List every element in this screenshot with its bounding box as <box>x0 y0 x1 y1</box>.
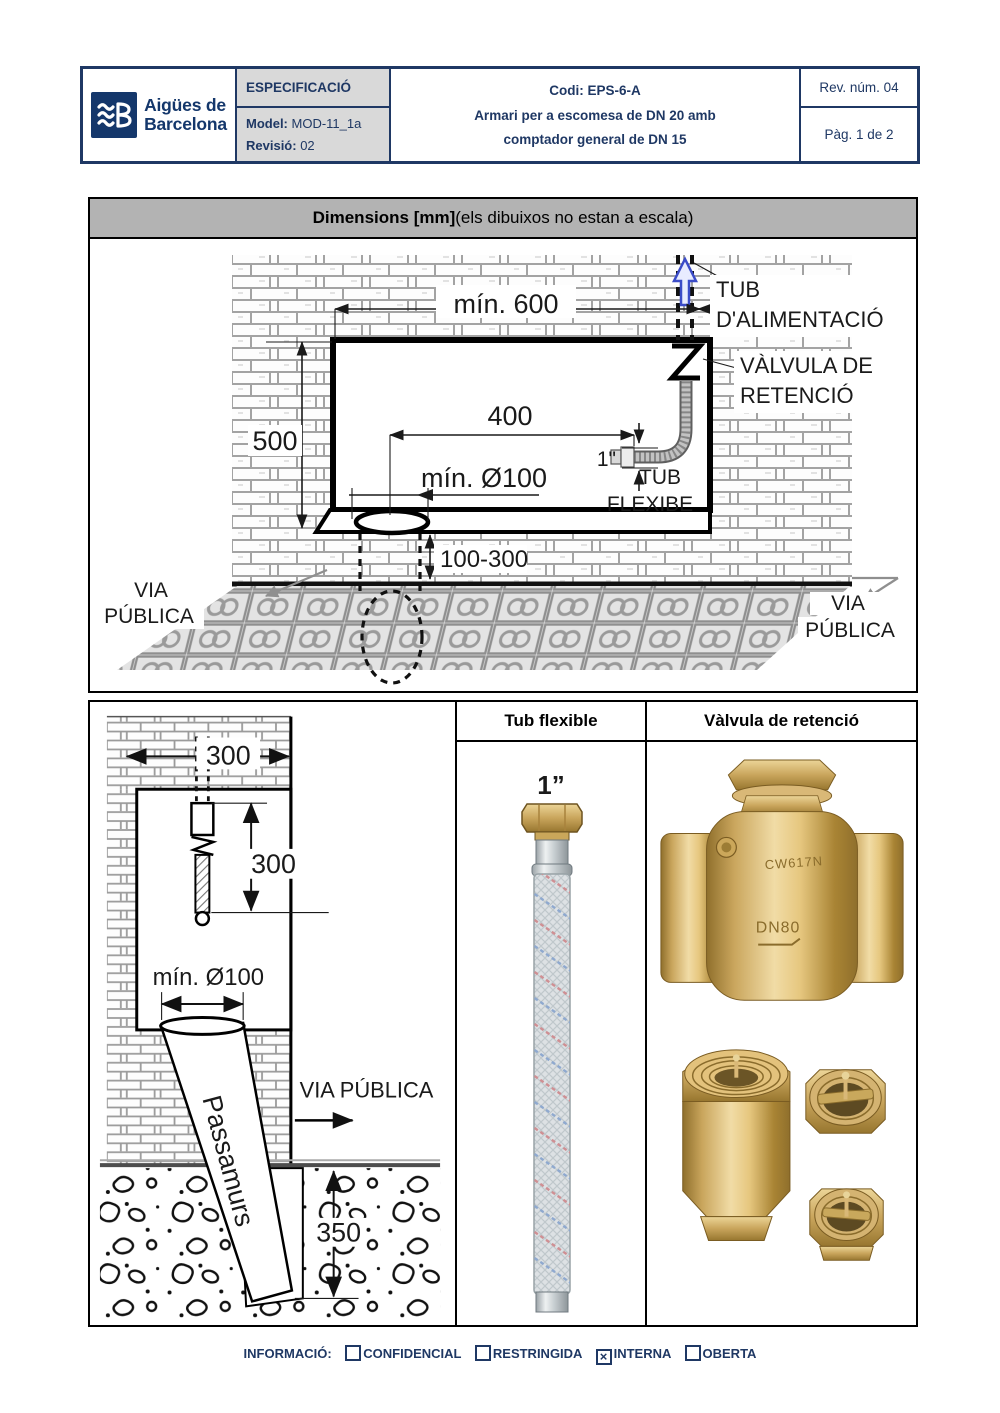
dim-500: 500 <box>252 426 298 456</box>
dim-1-inch: 1" <box>596 448 616 471</box>
label-via-publica-section: VIA PÚBLICA <box>299 1077 434 1103</box>
label-via-publica-left-1: VIA <box>134 579 168 602</box>
label-via-publica-right-1: VIA <box>831 592 865 615</box>
page-number: Pàg. 1 de 2 <box>824 127 894 142</box>
doc-title-cell <box>391 69 799 161</box>
dim-min-o100-left: mín. Ø100 <box>152 964 265 992</box>
spec-title: ESPECIFICACIÓ <box>237 69 389 108</box>
footer-option-oberta: OBERTA <box>702 1346 757 1361</box>
aigues-barcelona-logo-icon <box>91 92 137 138</box>
details-panel <box>88 700 918 1327</box>
brand-line2: Barcelona <box>144 114 227 134</box>
dimensions-title-rest: (els dibuixos no estan a escala) <box>455 208 694 227</box>
tub-flexible-header: Tub flexible <box>455 702 645 742</box>
brand-name <box>144 96 227 134</box>
footer-option-restringida: RESTRINGIDA <box>492 1346 582 1361</box>
footer-label: INFORMACIÓ: <box>243 1346 332 1361</box>
dimensions-panel <box>88 197 918 693</box>
model-row <box>246 116 389 131</box>
dim-400: 400 <box>487 401 533 431</box>
revision-row <box>246 138 389 153</box>
revision-value: 02 <box>296 138 315 154</box>
valvula-retencio-header: Vàlvula de retenció <box>645 702 916 742</box>
installation-drawing <box>90 239 916 691</box>
swing-check-valve-photo <box>661 760 903 1000</box>
spec-rows <box>237 108 389 161</box>
floor-pipe-opening <box>356 511 428 533</box>
spec-cell <box>235 69 391 161</box>
check-valve-photos <box>647 742 916 1325</box>
tube-opening <box>161 1017 245 1034</box>
logo-cell <box>83 69 235 161</box>
checkbox-interna: × <box>596 1349 612 1365</box>
valvula-retencio-cell <box>645 742 916 1325</box>
pipe-sleeve <box>191 803 213 835</box>
dim-min-o100: mín. Ø100 <box>420 463 548 493</box>
brand-line1: Aigües de <box>144 95 226 116</box>
label-tub-alimentacio-1: TUB <box>716 277 760 302</box>
checkbox-restringida <box>475 1345 491 1361</box>
footer-option-confidencial: CONFIDENCIAL <box>363 1346 462 1361</box>
pipe-stub <box>195 855 209 913</box>
document-header <box>80 66 920 164</box>
rev-number: Rev. núm. 04 <box>801 69 917 108</box>
hose-brass-nut <box>522 804 582 832</box>
label-valvula-1: VÀLVULA DE <box>740 353 873 378</box>
revision-label: Revisió: <box>246 138 297 154</box>
doc-title-line1: Armari per a escomesa de DN 20 amb <box>474 107 716 123</box>
valve-dn-marking: DN80 <box>755 919 801 937</box>
wall-section-drawing <box>90 702 455 1325</box>
dim-300-horizontal: 300 <box>205 740 251 771</box>
valve-alloy-marking: CW617N <box>764 853 824 873</box>
flexible-hose-photo <box>457 742 645 1325</box>
label-via-publica-left-2: PÚBLICA <box>104 605 194 628</box>
dimensions-panel-title <box>90 199 916 239</box>
checkbox-oberta <box>685 1345 701 1361</box>
dim-100-300: 100-300 <box>440 546 529 573</box>
footer-option-interna: INTERNA <box>613 1346 671 1361</box>
hose-braided-body <box>534 874 570 1294</box>
classification-footer <box>0 1345 1000 1365</box>
doc-code: Codi: EPS-6-A <box>549 83 641 99</box>
dim-300-vertical: 300 <box>251 848 296 879</box>
label-passamurs: Passamurs <box>196 1092 261 1230</box>
model-label: Model: <box>246 115 288 131</box>
dim-350: 350 <box>316 1217 362 1248</box>
label-valvula-2: RETENCIÓ <box>740 383 854 408</box>
label-via-publica-right-2: PÚBLICA <box>805 619 895 642</box>
wall-section-cell <box>90 702 455 1325</box>
label-tub-flexible-2: FLEXIBE <box>606 493 694 516</box>
hose-end-fitting <box>536 1292 568 1312</box>
dimensions-title-bold: Dimensions [mm] <box>312 208 456 227</box>
doc-title-line2: comptador general de DN 15 <box>503 131 687 147</box>
spring-check-valves-photo <box>683 1050 885 1260</box>
pavement <box>117 586 850 670</box>
label-tub-flexible-1: TUB <box>639 466 681 489</box>
tub-flexible-cell <box>455 742 645 1325</box>
label-tub-alimentacio-2: D'ALIMENTACIÓ <box>716 307 884 332</box>
model-value: MOD-11_1a <box>287 115 362 131</box>
meta-cell <box>799 69 917 161</box>
checkbox-confidencial <box>345 1345 361 1361</box>
hose-size-label: 1” <box>537 770 565 800</box>
dim-min-600: mín. 600 <box>453 289 559 319</box>
